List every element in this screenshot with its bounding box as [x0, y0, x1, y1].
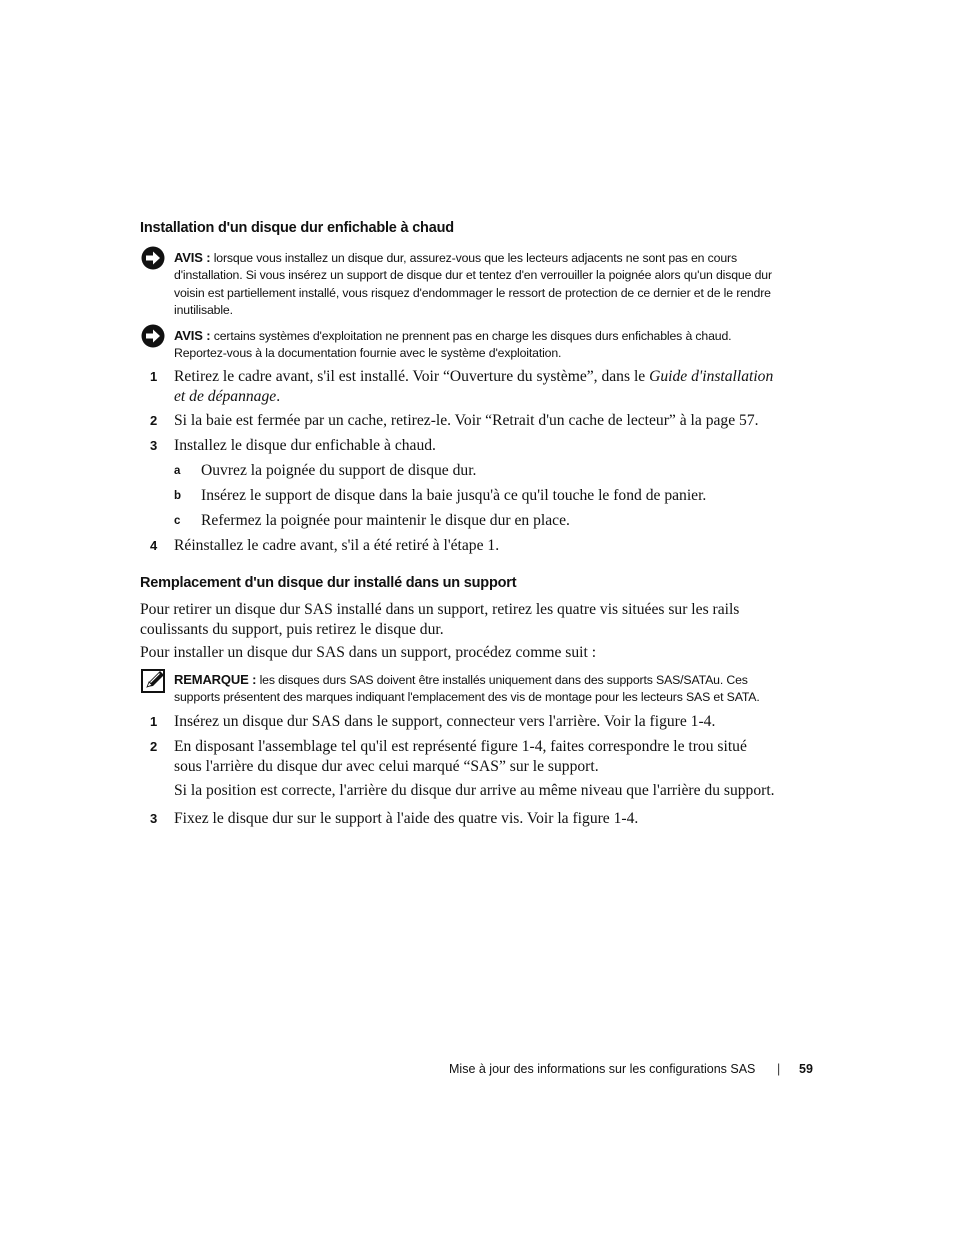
- step-number: 2: [150, 413, 158, 428]
- replace-step-2-extra: Si la position est correcte, l'arrière du disque dur arrive au même niveau que l'arrière du support.: [174, 782, 775, 799]
- footer-separator: |: [777, 1062, 781, 1076]
- notice-label: AVIS :: [174, 250, 211, 265]
- step-number: 1: [150, 714, 158, 729]
- replace-step-2-text: En disposant l'assemblage tel qu'il est représenté figure 1-4, faites correspondre le trou situé sous l'arrière du disque dur avec celui marqué “SAS” sur le support.: [174, 738, 747, 775]
- paragraph-install: Pour installer un disque dur SAS dans un support, procédez comme suit :: [140, 644, 597, 661]
- notice-2: AVIS : certains systèmes d'exploitation ne prennent pas en charge les disques durs enfichables à chaud. Reportez-vous à la documentation fournie avec le système d'exploitation.: [174, 328, 732, 361]
- step-3-text: Installez le disque dur enfichable à chaud.: [174, 437, 436, 454]
- paragraph-remove: Pour retirer un disque dur SAS installé dans un support, retirez les quatre vis situées sur les rails coulissants du support, puis retirez le disque dur.: [140, 601, 740, 638]
- substep-b-text: Insérez le support de disque dans la baie jusqu'à ce qu'il touche le fond de panier.: [201, 487, 707, 504]
- substep-letter: b: [174, 490, 182, 502]
- replace-step-3-text: Fixez le disque dur sur le support à l'aide des quatre vis. Voir la figure 1-4.: [174, 810, 639, 827]
- step-number: 4: [150, 538, 158, 553]
- substep-letter: a: [174, 465, 181, 477]
- note-sas: REMARQUE : les disques durs SAS doivent être installés uniquement dans des supports SAS/SATAu. Ces supports présentent des marques indiquant l'emplacement des vis de montage pour les lecteurs SAS et SATA.: [174, 672, 760, 705]
- replace-step-1-text: Insérez un disque dur SAS dans le support, connecteur vers l'arrière. Voir la figure 1-4.: [174, 713, 716, 730]
- step-2-text: Si la baie est fermée par un cache, retirez-le. Voir “Retrait d'un cache de lecteur” à la page 57.: [174, 412, 759, 429]
- step-number: 2: [150, 739, 158, 754]
- step-number: 3: [150, 811, 158, 826]
- notice-label: AVIS :: [174, 328, 211, 343]
- page-number: 59: [799, 1062, 813, 1076]
- step-1-text: Retirez le cadre avant, s'il est installé. Voir “Ouverture du système”, dans le Guide d'installation et de dépannage.: [174, 368, 774, 405]
- substep-a-text: Ouvrez la poignée du support de disque dur.: [201, 462, 477, 479]
- notice-arrow-icon: [141, 246, 165, 270]
- section-heading-hotplug: Installation d'un disque dur enfichable à chaud: [140, 220, 454, 236]
- step-number: 3: [150, 438, 158, 453]
- note-pencil-icon: [141, 669, 167, 693]
- note-label: REMARQUE :: [174, 672, 257, 687]
- substep-c-text: Refermez la poignée pour maintenir le disque dur en place.: [201, 512, 570, 529]
- step-4-text: Réinstallez le cadre avant, s'il a été retiré à l'étape 1.: [174, 537, 500, 554]
- substep-letter: c: [174, 515, 181, 527]
- step-number: 1: [150, 369, 158, 384]
- notice-arrow-icon: [141, 324, 165, 348]
- section-heading-replace: Remplacement d'un disque dur installé dans un support: [140, 575, 517, 591]
- footer-title: Mise à jour des informations sur les configurations SAS: [449, 1062, 756, 1076]
- notice-1: AVIS : lorsque vous installez un disque dur, assurez-vous que les lecteurs adjacents ne sont pas en cours d'installation. Si vous insérez un support de disque dur et tentez d'en verrouiller la poignée alors qu'un disque dur voisin est partiellement installé, vous risquez d'endommager le ressort de protection de ce dernier et de le rendre inutilisable.: [174, 250, 772, 317]
